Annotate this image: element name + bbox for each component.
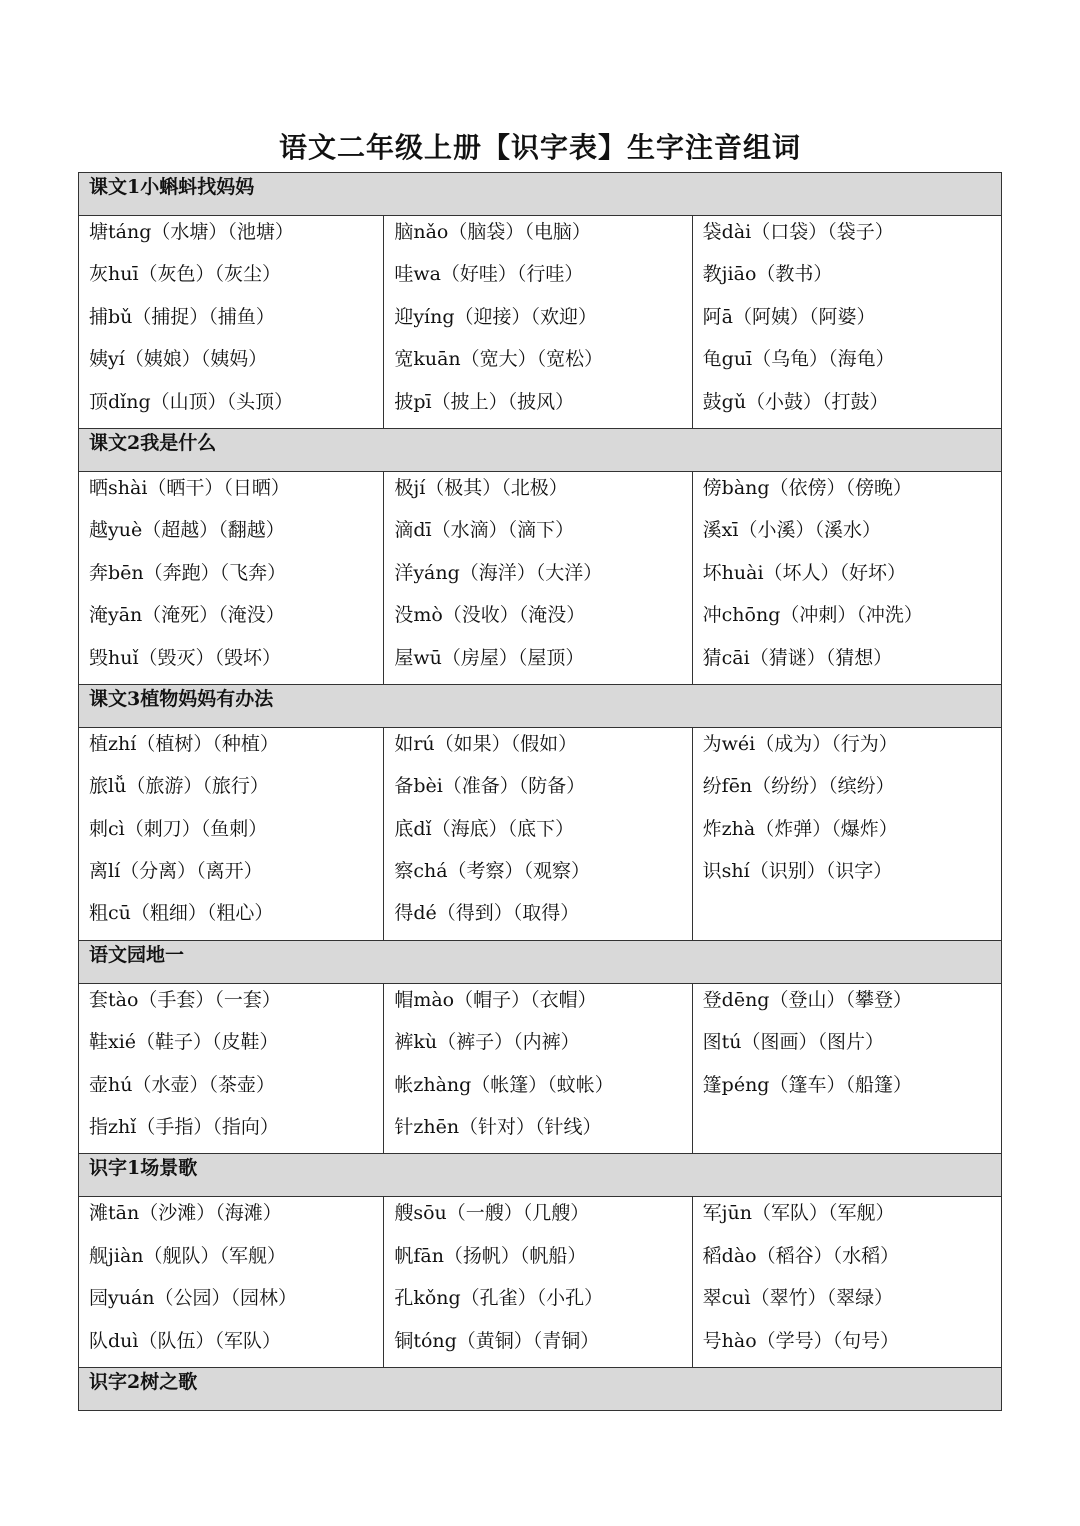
section-heading: 课文3植物妈妈有办法 — [79, 684, 1002, 727]
character-table — [78, 172, 1002, 1411]
word-entry: 洋yáng（海洋）（大洋） — [394, 561, 603, 584]
section-heading: 课文2我是什么 — [79, 428, 1002, 471]
word-column — [79, 727, 384, 940]
word-entry: 军jūn（军队）（军舰） — [702, 1202, 895, 1225]
word-entry: 龟guī（乌龟）（海龟） — [702, 348, 895, 371]
word-entry: 炸zhà（炸弹）（爆炸） — [702, 817, 898, 840]
word-column — [79, 471, 384, 684]
section-content-row — [79, 471, 1002, 684]
word-entry: 迎yíng（迎接）（欢迎） — [394, 305, 598, 328]
word-entry: 屋wū（房屋）（屋顶） — [394, 646, 585, 669]
word-column — [79, 1197, 384, 1368]
word-entry: 套tào（手套）（一套） — [89, 988, 281, 1011]
word-entry: 滴dī（水滴）（滴下） — [394, 519, 575, 542]
word-entry: 得dé（得到）（取得） — [394, 902, 580, 925]
word-entry: 宽kuān（宽大）（宽松） — [394, 348, 604, 371]
word-entry: 壶hú（水壶）（茶壶） — [89, 1073, 275, 1096]
word-column — [79, 983, 384, 1154]
section-content-row — [79, 983, 1002, 1154]
section-header-row — [79, 684, 1002, 727]
section-heading: 识字2树之歌 — [79, 1367, 1002, 1410]
word-entry: 旅lǚ（旅游）（旅行） — [89, 775, 269, 798]
word-entry: 傍bàng（依傍）（傍晚） — [702, 476, 913, 499]
word-entry: 滩tān（沙滩）（海滩） — [89, 1202, 282, 1225]
word-entry: 披pī（披上）（披风） — [394, 390, 575, 413]
word-entry: 备bèi（准备）（防备） — [394, 775, 586, 798]
section-content-row — [79, 727, 1002, 940]
word-entry: 坏huài（坏人）（好坏） — [702, 561, 907, 584]
word-entry: 篷péng（篷车）（船篷） — [702, 1073, 912, 1096]
section-header-row — [79, 940, 1002, 983]
word-entry: 识shí（识别）（识字） — [702, 860, 893, 883]
word-column — [692, 983, 1001, 1154]
word-entry: 极jí（极其）（北极） — [394, 476, 568, 499]
section-heading: 课文1小蝌蚪找妈妈 — [79, 173, 1002, 216]
section-content-row — [79, 1197, 1002, 1368]
word-entry: 孔kǒng（孔雀）（小孔） — [394, 1287, 604, 1310]
word-entry: 离lí（分离）（离开） — [89, 860, 263, 883]
word-entry: 脑nǎo（脑袋）（电脑） — [394, 221, 591, 243]
word-column — [692, 727, 1001, 940]
word-entry: 察chá（考察）（观察） — [394, 860, 591, 883]
word-column — [384, 216, 692, 429]
word-entry: 鞋xié（鞋子）（皮鞋） — [89, 1031, 279, 1054]
word-column — [384, 471, 692, 684]
word-entry: 奔bēn（奔跑）（飞奔） — [89, 561, 287, 584]
word-entry: 帆fān（扬帆）（帆船） — [394, 1244, 587, 1267]
word-entry: 哇wa（好哇）（行哇） — [394, 263, 584, 286]
section-header-row — [79, 1154, 1002, 1197]
document-title: 语文二年级上册【识字表】生字注音组词 — [278, 131, 801, 164]
word-entry: 指zhǐ（手指）（指向） — [89, 1116, 279, 1139]
word-column — [384, 983, 692, 1154]
word-entry: 越yuè（超越）（翻越） — [89, 519, 285, 542]
word-column — [79, 216, 384, 429]
word-entry: 淹yān（淹死）（淹没） — [89, 604, 285, 627]
word-entry: 顶dǐng（山顶）（头顶） — [89, 390, 294, 413]
word-entry: 粗cū（粗细）（粗心） — [89, 902, 274, 925]
word-entry: 袋dài（口袋）（袋子） — [702, 221, 894, 243]
section-header-row — [79, 1367, 1002, 1410]
section-heading: 识字1场景歌 — [79, 1154, 1002, 1197]
word-entry: 底dǐ（海底）（底下） — [394, 817, 575, 840]
section-content-row — [79, 216, 1002, 429]
word-entry: 阿ā（阿姨）（阿婆） — [702, 305, 876, 328]
word-entry: 姨yí（姨娘）（姨妈） — [89, 348, 268, 371]
word-entry: 晒shài（晒干）（日晒） — [89, 476, 290, 499]
word-entry: 猜cāi（猜谜）（猜想） — [702, 646, 893, 669]
word-entry: 毁huǐ（毁灭）（毁坏） — [89, 646, 282, 669]
word-entry: 号hào（学号）（句号） — [702, 1329, 900, 1352]
word-entry: 队duì（队伍）（军队） — [89, 1329, 281, 1352]
word-entry: 鼓gǔ（小鼓）（打鼓） — [702, 390, 889, 413]
word-entry: 纷fēn（纷纷）（缤纷） — [702, 775, 895, 798]
word-entry: 刺cì（刺刀）（鱼刺） — [89, 817, 268, 840]
word-entry: 翠cuì（翠竹）（翠绿） — [702, 1287, 894, 1310]
word-column — [692, 471, 1001, 684]
word-entry: 图tú（图画）（图片） — [702, 1031, 885, 1054]
word-entry: 教jiāo（教书） — [702, 263, 833, 286]
word-entry: 没mò（没收）（淹没） — [394, 604, 586, 627]
word-entry: 针zhēn（针对）（针线） — [394, 1116, 602, 1139]
word-column — [692, 216, 1001, 429]
word-entry: 舰jiàn（舰队）（军舰） — [89, 1244, 287, 1267]
word-entry: 溪xī（小溪）（溪水） — [702, 519, 881, 542]
word-entry: 园yuán（公园）（园林） — [89, 1287, 298, 1310]
word-column — [384, 1197, 692, 1368]
word-entry: 冲chōng（冲刺）（冲洗） — [702, 604, 923, 627]
section-header-row — [79, 428, 1002, 471]
word-entry: 帐zhàng（帐篷）（蚊帐） — [394, 1073, 614, 1096]
word-entry: 塘táng（水塘）（池塘） — [89, 221, 294, 243]
word-entry: 裤kù（裤子）（内裤） — [394, 1031, 580, 1054]
word-entry: 为wéi（成为）（行为） — [702, 732, 898, 755]
section-heading: 语文园地一 — [79, 940, 1002, 983]
section-header-row — [79, 173, 1002, 216]
word-entry: 如rú（如果）（假如） — [394, 732, 578, 755]
word-column — [384, 727, 692, 940]
word-entry: 艘sōu（一艘）（几艘） — [394, 1202, 590, 1225]
word-entry: 植zhí（植树）（种植） — [89, 732, 279, 755]
word-entry: 稻dào（稻谷）（水稻） — [702, 1244, 900, 1267]
word-entry: 铜tóng（黄铜）（青铜） — [394, 1329, 600, 1352]
word-entry: 登dēng（登山）（攀登） — [702, 988, 912, 1011]
word-entry: 帽mào（帽子）（衣帽） — [394, 988, 597, 1011]
word-column — [692, 1197, 1001, 1368]
word-entry: 捕bǔ（捕捉）（捕鱼） — [89, 305, 275, 328]
word-entry: 灰huī（灰色）（灰尘） — [89, 263, 282, 286]
